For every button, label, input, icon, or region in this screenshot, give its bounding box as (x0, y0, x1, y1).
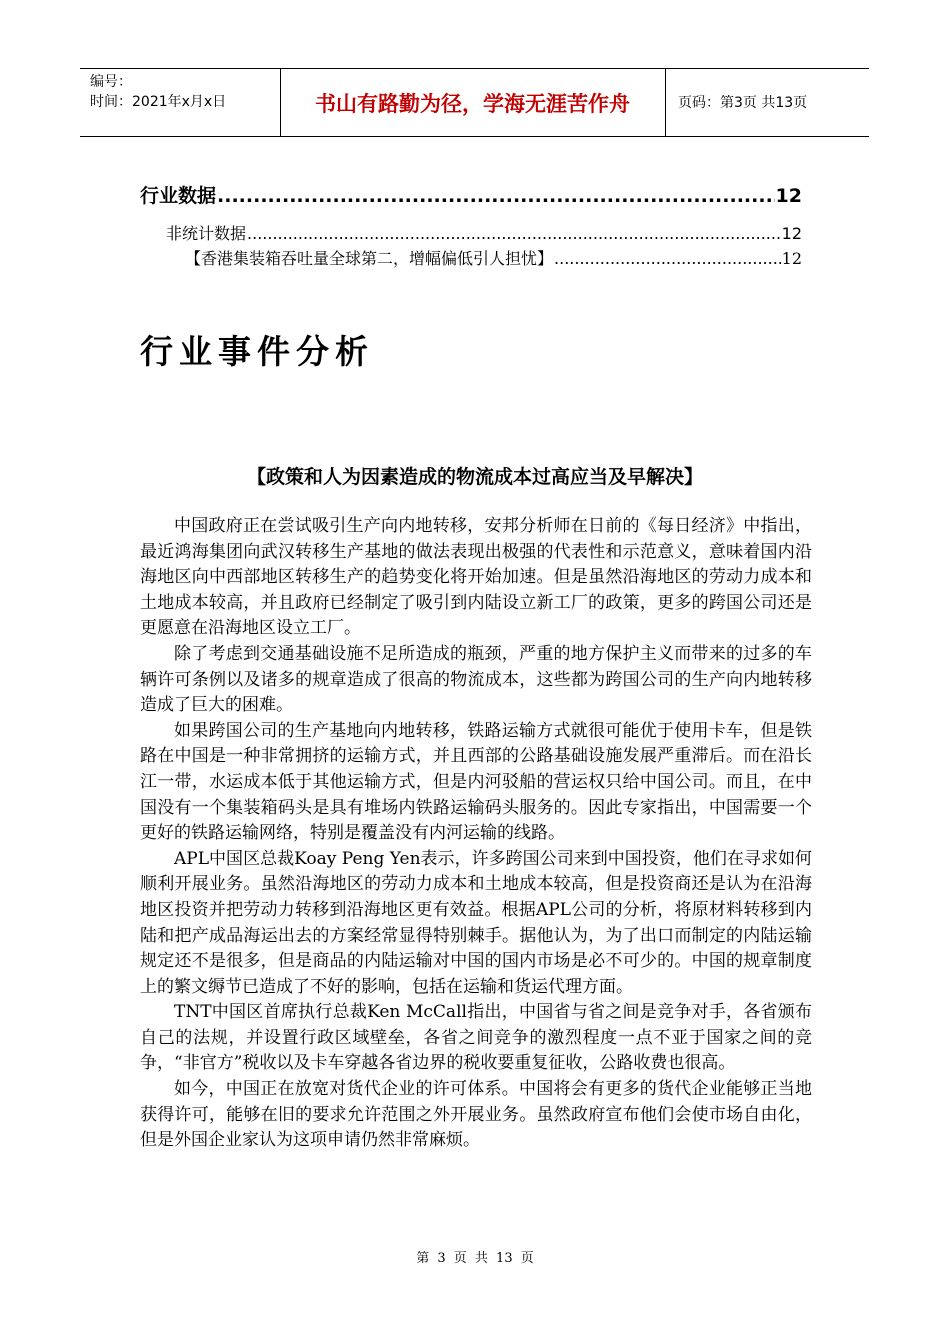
toc-entry-level1[interactable] (140, 181, 802, 208)
header-info-cell (80, 69, 281, 136)
toc-entry-level3[interactable] (185, 246, 802, 269)
toc-entry-page: 12 (775, 185, 802, 207)
paragraph: TNT中国区首席执行总裁Ken McCall指出，中国省与省之间是竞争对手，各省颁布自己的法规，并设置行政区域壁垒，各省之间竞争的激烈程度一点不亚于国家之间的竞争，“非官方”税收以及卡车穿越各省边界的税收要重复征收，公路收费也很高。 (140, 1002, 812, 1074)
header-page-cell (666, 69, 869, 136)
toc-entry-label: 非统计数据 (166, 224, 247, 243)
paragraph: 除了考虑到交通基础设施不足所造成的瓶颈，严重的地方保护主义而带来的过多的车辆许可条例以及诸多的规章造成了很高的物流成本，这些都为跨国公司的生产向内地转移造成了巨大的困难。 (140, 643, 812, 716)
document-number-label: 编号： (90, 74, 132, 90)
toc-leader-dots (217, 185, 775, 207)
article-body (140, 514, 812, 1154)
paragraph: 中国政府正在尝试吸引生产向内地转移，安邦分析师在日前的《每日经济》中指出，最近鸿海集团向武汉转移生产基地的做法表现出极强的代表性和示范意义，意味着国内沿海地区向中西部地区转移生产的趋势变化将开始加速。但是虽然沿海地区的劳动力成本和土地成本较高，并且政府已经制定了吸引到内陆设立新工厂的政策，更多的跨国公司还是更愿意在沿海地区设立工厂。 (140, 516, 812, 639)
toc-entry-level2[interactable] (166, 221, 802, 244)
page-footer: 第 3 页 共 13 页 (416, 1251, 534, 1266)
header-motto-cell (280, 69, 666, 136)
paragraph: APL中国区总裁Koay Peng Yen表示，许多跨国公司来到中国投资，他们在寻求如何顺利开展业务。虽然沿海地区的劳动力成本和土地成本较高，但是投资商还是认为在沿海地区投资并把劳动力转移到沿海地区更有效益。根据APL公司的分析，将原材料转移到内陆和把产成品海运出去的方案经常显得特别棘手。据他认为，为了出口而制定的内陆运输规定还不是很多，但是商品的内陆运输对中国的国内市场是必不可少的。中国的规章制度上的繁文缛节已造成了不好的影响，包括在运输和货运代理方面。 (140, 848, 812, 997)
toc-entry-label: 【香港集装箱吞吐量全球第二，增幅偏低引人担忧】 (185, 249, 554, 268)
toc-entry-page: 12 (781, 224, 802, 243)
page-header (80, 68, 869, 137)
paragraph: 如果跨国公司的生产基地向内地转移，铁路运输方式就很可能优于使用卡车，但是铁路在中国是一种非常拥挤的运输方式，并且西部的公路基础设施发展严重滞后。而在沿长江一带，水运成本低于其他运输方式，但是内河驳船的营运权只给中国公司。而且，在中国没有一个集装箱码头是具有堆场内铁路运输码头服务的。因此专家指出，中国需要一个更好的铁路运输网络，特别是覆盖没有内河运输的线路。 (140, 720, 812, 844)
toc-entry-page: 12 (781, 249, 802, 268)
article-title: 【政策和人为因素造成的物流成本过高应当及早解决】 (246, 466, 703, 488)
toc-leader-dots (554, 249, 781, 268)
header-page-info: 页码：第3页 共13页 (678, 95, 808, 111)
header-motto: 书山有路勤为径，学海无涯苦作舟 (315, 92, 630, 116)
toc-entry-label: 行业数据 (140, 185, 217, 207)
toc-leader-dots (247, 224, 781, 243)
section-heading: 行业事件分析 (140, 332, 374, 371)
document-date: 时间：2021年x月x日 (90, 94, 227, 110)
paragraph: 如今，中国正在放宽对货代企业的许可体系。中国将会有更多的货代企业能够正当地获得许可，能够在旧的要求允许范围之外开展业务。虽然政府宣布他们会使市场自由化，但是外国企业家认为这项申请仍然非常麻烦。 (140, 1079, 812, 1151)
